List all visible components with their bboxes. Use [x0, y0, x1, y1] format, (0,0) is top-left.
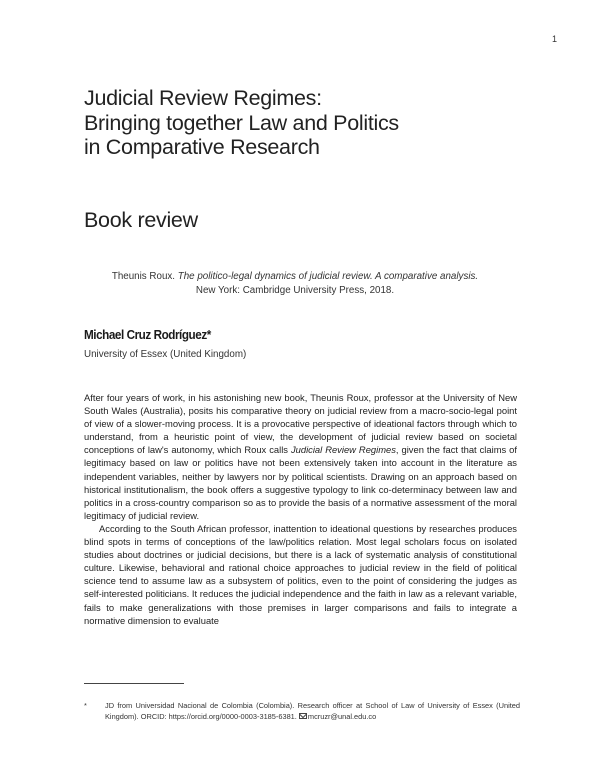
paragraph-1-end: , given the fact that claims of legitimacy based on law or politics have not been extensively taken into account in the literature as independent variables, neither by lawyers nor by political scientists. Drawing on an approach based on historical institutionalism, the book offers a suggestive typology to link co-determinacy between law and politics in a cross-country comparison so as to provide the basis of a normative assessment of the moral legitimacy of judicial review. [84, 444, 517, 521]
paragraph-1 [84, 391, 517, 522]
footnote-text: JD from Universidad Nacional de Colombia (Colombia). Research officer at School of Law of University of Essex (United Kingdom). ORCID: https://orcid.org/0000-0003-3185-6381. [105, 701, 520, 721]
title-line-1: Judicial Review Regimes: [84, 86, 322, 110]
page-number: 1 [551, 34, 557, 44]
citation-work-title: The politico-legal dynamics of judicial review. A comparative analysis. [177, 271, 479, 282]
paragraph-2: According to the South African professor, inattention to ideational questions by researches produces blind spots in terms of conceptions of the law/politics relation. Most legal scholars focus on isolated studies about doctrines or judicial decisions, but there is a lack of systematic analysis of constitutional culture. Likewise, behavioral and rational choice approaches to judicial review in the field of political science tend to assume law as a subsystem of politics, even to the point of considering the judges as self-interested politicians. It reduces the judicial independence and the faith in law as a relevant variable, fails to make generalizations with those premises in larger comparisons and fails to integrate a normative dimension to evaluate [84, 522, 517, 626]
title-line-2: Bringing together Law and Politics [84, 110, 399, 135]
envelope-icon [299, 713, 307, 719]
author-name: Michael Cruz Rodríguez* [84, 327, 211, 342]
footnote [84, 701, 520, 722]
citation-publication: New York: Cambridge University Press, 2018. [195, 285, 395, 296]
author-affiliation: University of Essex (United Kingdom) [84, 349, 247, 360]
footnote-email[interactable]: mcruzr@unal.edu.co [307, 711, 377, 721]
footnote-divider [84, 683, 184, 684]
footnote-body [84, 701, 520, 722]
citation-author: Theunis Roux. [111, 271, 176, 282]
book-citation [100, 270, 490, 298]
section-heading: Book review [84, 208, 198, 232]
body-text [84, 391, 517, 627]
paper-title [84, 86, 504, 160]
title-line-3: in Comparative Research [84, 135, 320, 159]
paragraph-1-emphasis: Judicial Review Regimes [290, 444, 396, 456]
footnote-marker: * [84, 701, 87, 710]
paragraph-1-start: After four years of work, in his astonishing new book, Theunis Roux, professor at the University of New South Wales (Australia), posits his comparative theory on judicial review from a macro-socio-legal point of view of a slower-moving process. It is a provocative perspective of ideational factors through which to understand, from a heuristic point of view, the development of judicial review based on societal conceptions of law's autonomy, which Roux calls [84, 392, 517, 456]
